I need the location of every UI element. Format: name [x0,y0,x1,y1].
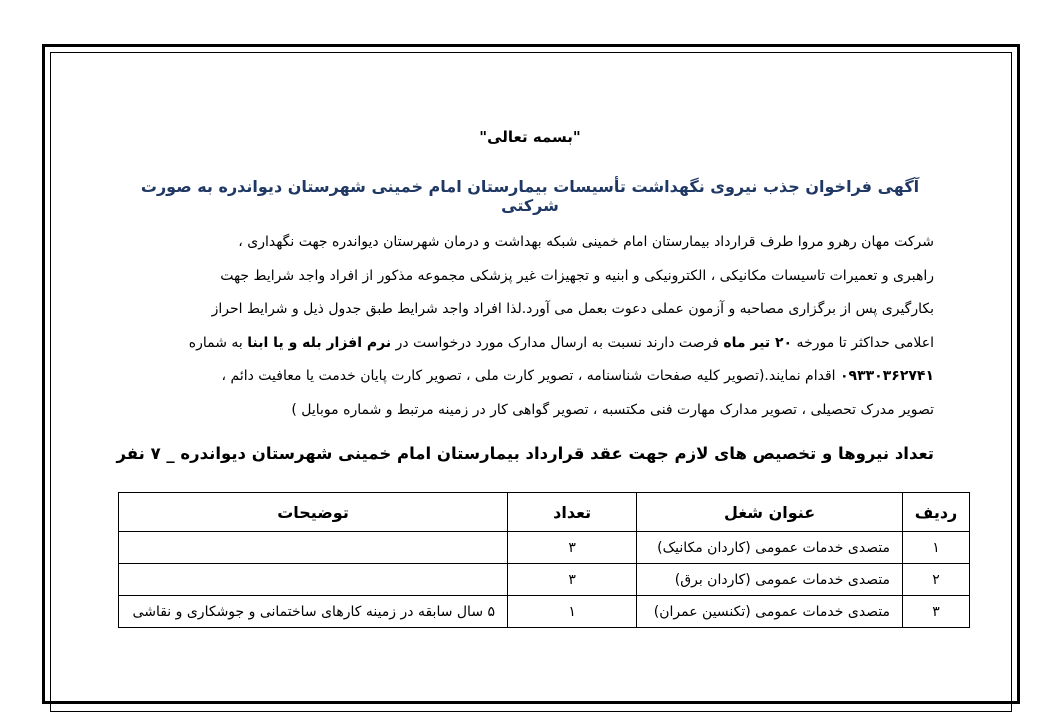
cell-notes: ۵ سال سابقه در زمینه کارهای ساختمانی و جوشکاری و نقاشی [119,596,508,628]
header-job-title: عنوان شغل [637,493,903,532]
cell-job-title: متصدی خدمات عمومی (کاردان برق) [637,564,903,596]
announcement-title: آگهی فراخوان جذب نیروی نگهداشت تأسیسات بیمارستان امام خمینی شهرستان دیواندره به صورت شرکتی [140,177,920,215]
positions-table [118,492,970,628]
cell-job-title: متصدی خدمات عمومی (تکنسین عمران) [637,596,903,628]
basmala-heading: "بسمه تعالی" [479,128,581,146]
cell-job-title: متصدی خدمات عمومی (کاردان مکانیک) [637,532,903,564]
header-notes: توضیحات [119,493,508,532]
table-row [119,564,970,596]
table-header-row [119,493,970,532]
body-line-1: شرکت مهان رهرو مروا طرف قرارداد بیمارستان امام خمینی شبکه بهداشت و درمان شهرستان دیواندره جهت نگهداری ، [238,234,934,250]
cell-row-no: ۱ [903,532,970,564]
body-line-5 [119,360,934,394]
body-line-4-c: به شماره [188,334,248,351]
announcement-body [119,226,934,427]
cell-count: ۱ [508,596,637,628]
cell-notes [119,532,508,564]
table-row [119,532,970,564]
cell-row-no: ۳ [903,596,970,628]
messenger-apps: نرم افزار بله و یا ابنا [247,334,392,351]
body-line-4 [119,327,934,361]
table-row [119,596,970,628]
body-line-3: بکارگیری پس از برگزاری مصاحبه و آزمون عملی دعوت بعمل می آورد.لذا افراد واجد شرایط طبق جدول ذیل و شرایط احراز [211,301,934,317]
cell-notes [119,564,508,596]
header-row-no: ردیف [903,493,970,532]
header-count: تعداد [508,493,637,532]
table-subtitle: تعداد نیروها و تخصیص های لازم جهت عقد قرارداد بیمارستان امام خمینی شهرستان دیواندره _ ۷ نفر [116,444,934,463]
body-line-5-rest: اقدام نمایند.(تصویر کلیه صفحات شناسنامه ، تصویر کارت ملی ، تصویر کارت پایان خدمت یا معافیت دائم ، [221,368,840,384]
deadline-date: ۲۰ تیر ماه [723,334,793,351]
body-line-2: راهبری و تعمیرات تاسیسات مکانیکی ، الکترونیکی و ابنیه و تجهیزات غیر پزشکی مجموعه مذکور از افراد واجد شرایط جهت [220,267,934,284]
cell-count: ۳ [508,564,637,596]
cell-count: ۳ [508,532,637,564]
body-line-4-a: اعلامی حداکثر تا مورخه [792,334,934,351]
body-line-6: تصویر مدرک تحصیلی ، تصویر مدارک مهارت فنی مکتسبه ، تصویر گواهی کار در زمینه مرتبط و شماره موبایل ) [291,401,934,418]
cell-row-no: ۲ [903,564,970,596]
body-line-4-b: فرصت دارند نسبت به ارسال مدارک مورد درخواست در [391,334,724,351]
contact-phone: ۰۹۳۳۰۳۶۲۷۴۱ [840,368,934,384]
